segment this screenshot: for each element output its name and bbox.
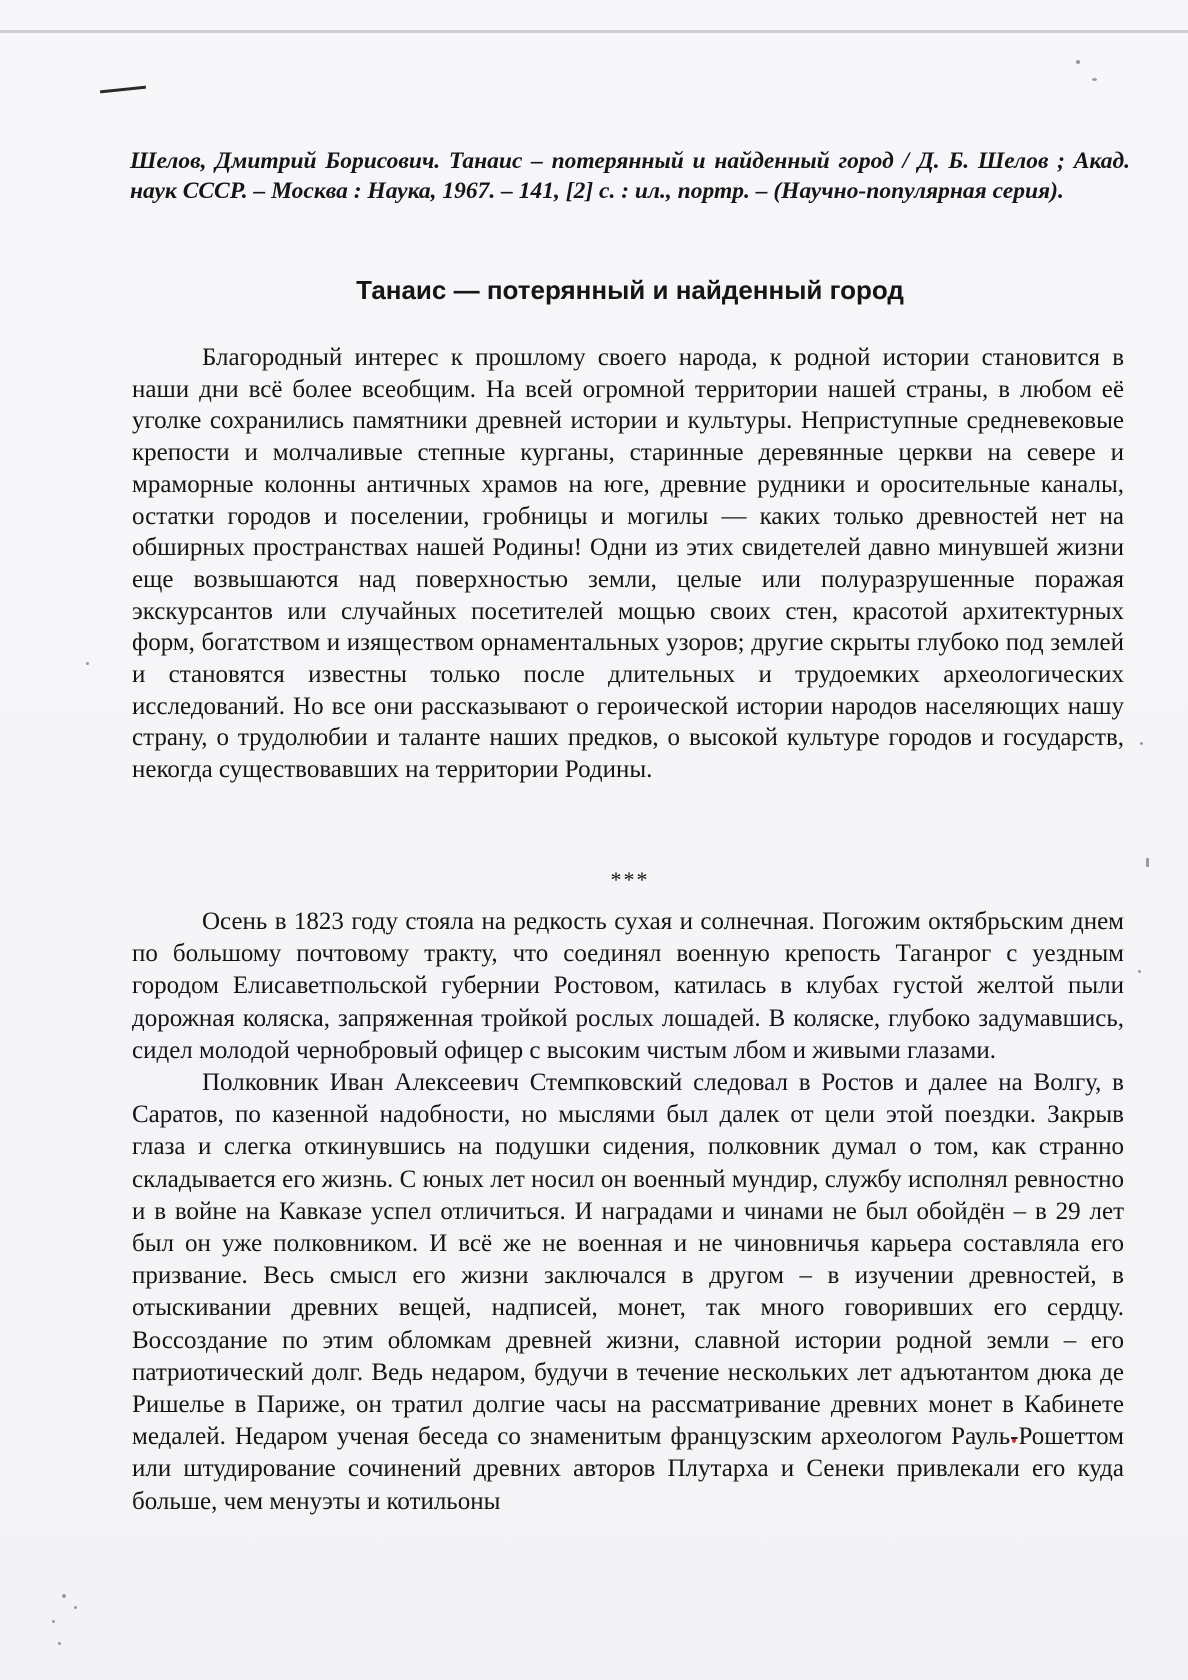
scan-speckle	[1138, 970, 1141, 973]
bibliographic-citation: Шелов, Дмитрий Борисович. Танаис – потерянный и найденный город / Д. Б. Шелов ; Акад. наук СССР. – Москва : Наука, 1967. – 141, [2] с. : ил., портр. – (Научно-популярная серия).	[130, 148, 1130, 204]
section-separator: ***	[610, 867, 650, 892]
document-title: Танаис — потерянный и найденный город	[356, 275, 904, 305]
scan-speckle	[1146, 858, 1149, 867]
introduction-section	[132, 342, 1124, 786]
scan-speckle	[1092, 78, 1097, 81]
scan-speckle	[62, 1594, 66, 1598]
scan-speckle	[58, 1642, 61, 1645]
scan-speckle	[1140, 742, 1143, 745]
scan-top-edge	[0, 30, 1188, 33]
scan-speckle	[74, 1606, 77, 1609]
narrative-section	[132, 906, 1124, 1518]
paragraph: Благородный интерес к прошлому своего народа, к родной истории становится в наши дни всё более всеобщим. На всей огромной территории нашей страны, в любом её уголке сохранились памятники древней истории и культуры. Неприступные средневековые крепости и молчаливые степные курганы, старинные деревянные церкви на севере и мраморные колонны античных храмов на юге, древние рудники и оросительные каналы, остатки городов и поселении, гробницы и могилы — каких только древностей нет на обширных пространствах нашей Родины! Одни из этих свидетелей давно минувшей жизни еще возвышаются над поверхностью земли, целые или полуразрушенные поражая экскурсантов или случайных посетителей мощью своих стен, красотой архитектурных форм, богатством и изяществом орнаментальных узоров; другие скрыты глубоко под землей и становятся известны только после длительных и трудоемких археологических исследований. Но все они рассказывают о героической истории народов населяющих нашу страну, о трудолюбии и таланте наших предков, о высокой культуре городов и государств, некогда существовавших на территории Родины.	[132, 344, 1124, 784]
scan-speckle	[1076, 60, 1080, 64]
pen-mark	[100, 86, 146, 94]
scan-speckle	[52, 1620, 55, 1623]
paragraph: Полковник Иван Алексеевич Стемпковский следовал в Ростов и далее на Волгу, в Саратов, по казенной надобности, но мыслями был далек от цели этой поездки. Закрыв глаза и слегка откинувшись на подушки сидения, полковник думал о том, как странно складывается его жизнь. С юных лет носил он военный мундир, службу исполнял ревностно и в войне на Кавказе успел отличиться. И наградами и чинами не был обойдён – в 29 лет был он уже полковником. И всё же не военная и не чиновничья карьера составляла его призвание. Весь смысл его жизни заключался в другом – в изучении древностей, в отыскивании древних вещей, надписей, монет, так много говоривших его сердцу. Воссоздание по этим обломкам древней жизни, славной истории родной земли – его патриотический долг. Ведь недаром, будучи в течение нескольких лет адъютантом дюка де Ришелье в Париже, он тратил долгие часы на рассматривание древних монет в Кабинете медалей. Недаром ученая беседа со знаменитым французским археологом Рауль-Рошеттом или штудирование сочинений древних авторов Плутарха и Сенеки привлекали его куда больше, чем менуэты и котильоны	[132, 1069, 1124, 1515]
scan-speckle	[86, 662, 89, 665]
paragraph: Осень в 1823 году стояла на редкость сухая и солнечная. Погожим октябрьским днем по большому почтовому тракту, что соединял военную крепость Таганрог с уездным городом Елисаветпольской губернии Ростовом, катилась в клубах густой желтой пыли дорожная коляска, запряженная тройкой рослых лошадей. В коляске, глубоко задумавшись, сидел молодой чернобровый офицер с высоким чистым лбом и живыми глазами.	[132, 908, 1124, 1064]
